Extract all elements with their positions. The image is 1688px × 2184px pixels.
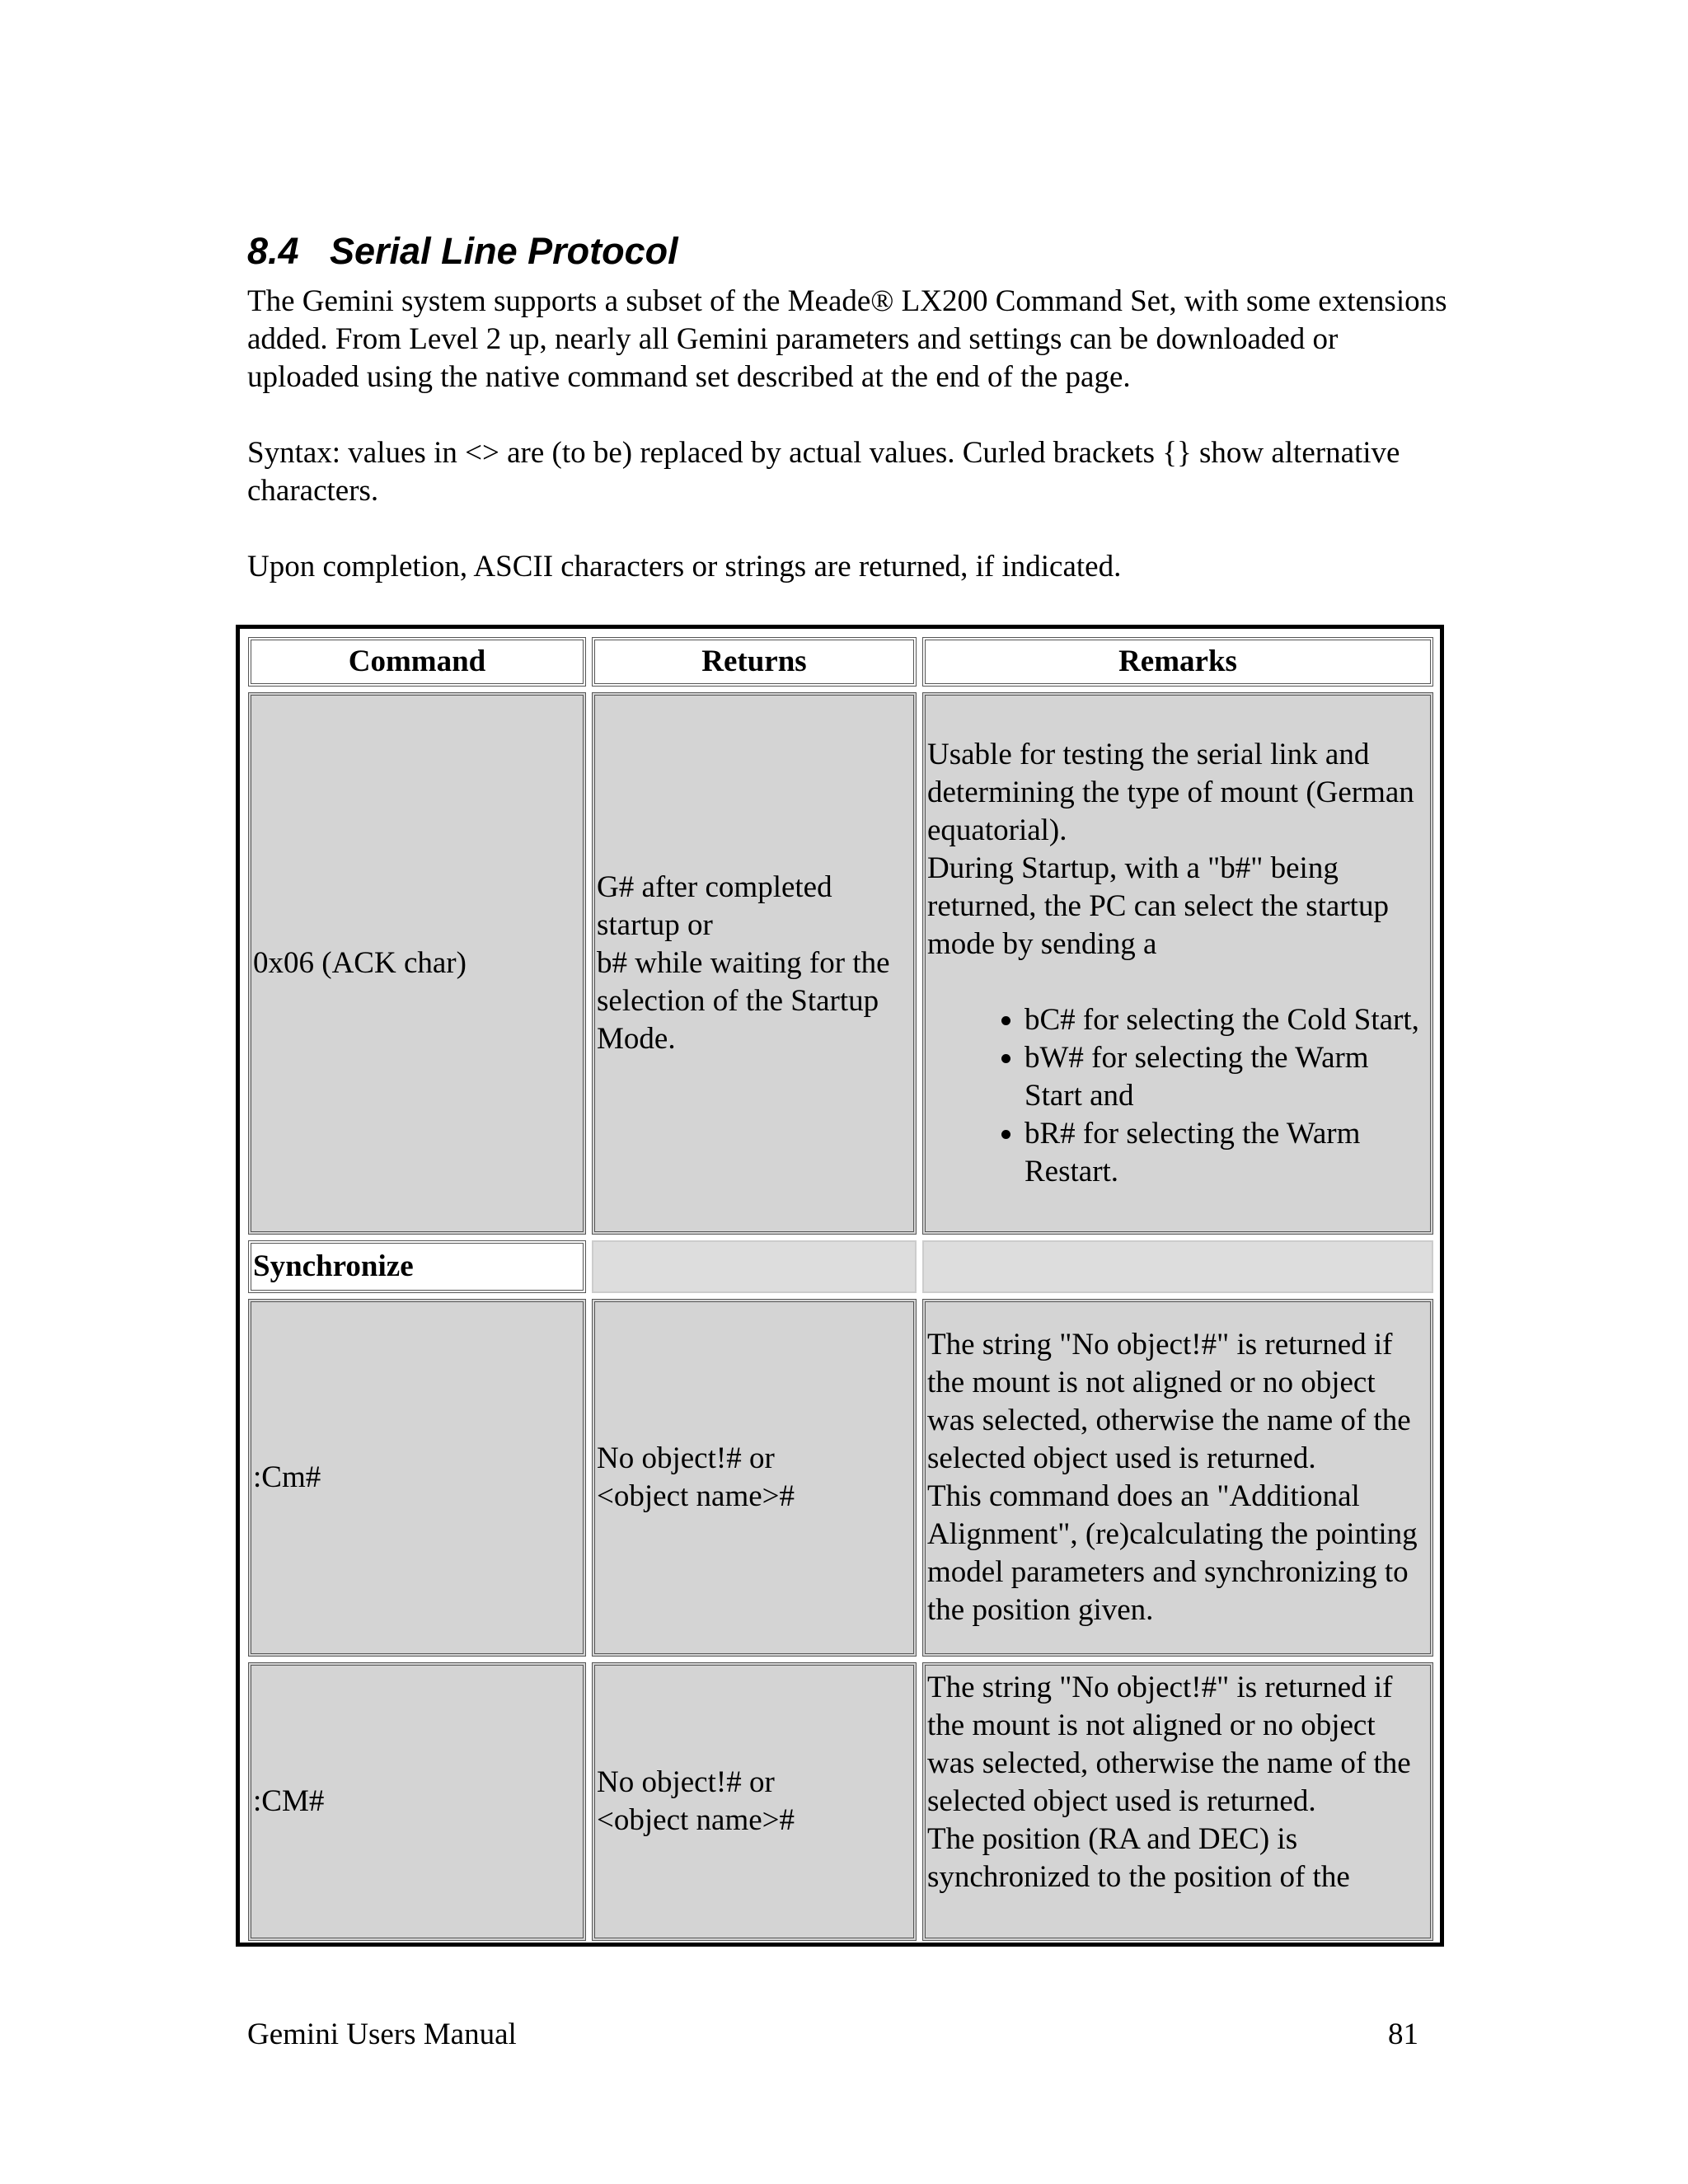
section-label: Synchronize xyxy=(248,1240,586,1293)
returns-cell xyxy=(592,1662,917,1941)
returns-cell xyxy=(592,692,917,1235)
returns-line: No object!# or xyxy=(597,1765,775,1799)
remarks-clip xyxy=(927,1669,1430,1934)
header-returns: Returns xyxy=(592,637,917,687)
returns-line: b# while waiting for the selection of the Startup Mode. xyxy=(597,946,890,1056)
table-header-row xyxy=(248,637,1433,687)
returns-line: No object!# or xyxy=(597,1441,775,1475)
section-number: 8.4 xyxy=(247,230,299,272)
remarks-cell xyxy=(922,1662,1433,1941)
page-number: 81 xyxy=(1388,2018,1418,2051)
returns-line: <object name># xyxy=(597,1479,795,1513)
section-heading xyxy=(247,227,678,276)
syntax-paragraph: Syntax: values in <> are (to be) replaced by actual values. Curled brackets {} show alternative characters. xyxy=(247,436,1400,508)
header-command: Command xyxy=(248,637,586,687)
table-row xyxy=(248,1662,1433,1941)
remarks-paragraph: This command does an "Additional Alignment", (re)calculating the pointing model parameters and synchronizing to the position given. xyxy=(927,1479,1418,1627)
intro-text xyxy=(247,283,1451,624)
remarks-paragraph: The string "No object!#" is returned if the mount is not aligned or no object was selected, otherwise the name of the selected object used is returned. xyxy=(927,1328,1411,1475)
list-item: • bC# for selecting the Cold Start, xyxy=(1025,1001,1430,1039)
command-cell: :CM# xyxy=(248,1662,586,1941)
list-item: • bW# for selecting the Warm Start and xyxy=(1025,1039,1430,1115)
startup-mode-list xyxy=(927,1001,1430,1191)
remarks-paragraph: During Startup, with a "b#" being returned, the PC can select the startup mode by sending a xyxy=(927,851,1389,961)
command-cell: 0x06 (ACK char) xyxy=(248,692,586,1235)
section-title: Serial Line Protocol xyxy=(330,230,678,272)
remarks-cell xyxy=(922,692,1433,1235)
intro-paragraph: The Gemini system supports a subset of the Meade® LX200 Command Set, with some extensions added. From Level 2 up, nearly all Gemini parameters and settings can be downloaded or uploaded using the native command set described at the end of the page. xyxy=(247,284,1447,394)
empty-cell xyxy=(922,1240,1433,1293)
command-table-frame xyxy=(236,625,1444,1947)
table-row xyxy=(248,1299,1433,1657)
completion-paragraph: Upon completion, ASCII characters or strings are returned, if indicated. xyxy=(247,550,1122,583)
command-cell: :Cm# xyxy=(248,1299,586,1657)
table-row xyxy=(248,692,1433,1235)
remarks-cell xyxy=(922,1299,1433,1657)
remarks-paragraph: The position (RA and DEC) is synchronized to the position of the xyxy=(927,1822,1350,1894)
returns-line: G# after completed startup or xyxy=(597,870,832,942)
remarks-paragraph: Usable for testing the serial link and determining the type of mount (German equatorial). xyxy=(927,738,1414,847)
list-item: • bR# for selecting the Warm Restart. xyxy=(1025,1115,1430,1191)
command-table xyxy=(242,631,1439,1947)
footer-title: Gemini Users Manual xyxy=(247,2018,517,2051)
section-row xyxy=(248,1240,1433,1293)
returns-line: <object name># xyxy=(597,1803,795,1837)
empty-cell xyxy=(592,1240,917,1293)
header-remarks: Remarks xyxy=(922,637,1433,687)
returns-cell xyxy=(592,1299,917,1657)
remarks-paragraph: The string "No object!#" is returned if the mount is not aligned or no object was selected, otherwise the name of the selected object used is returned. xyxy=(927,1671,1411,1818)
